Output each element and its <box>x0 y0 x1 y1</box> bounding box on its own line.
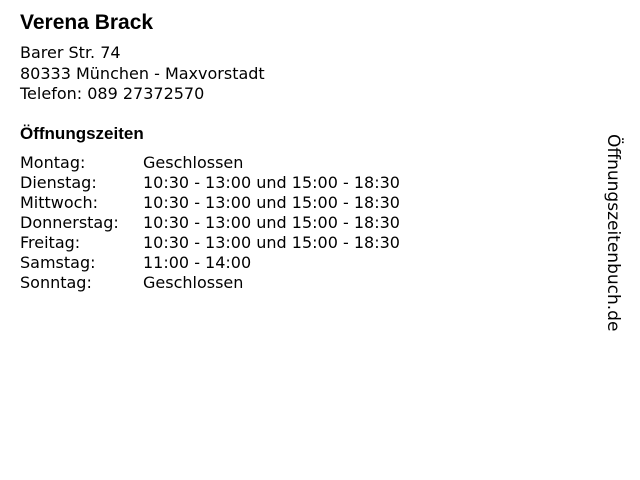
hours-row-friday <box>20 233 400 253</box>
phone-number: Telefon: 089 27372570 <box>20 84 205 103</box>
business-name: Verena Brack <box>20 11 154 34</box>
site-watermark: Öffnungszeitenbuch.de <box>603 134 623 332</box>
day-hours: 10:30 - 13:00 und 15:00 - 18:30 <box>143 213 400 232</box>
day-hours: 10:30 - 13:00 und 15:00 - 18:30 <box>143 233 400 252</box>
day-hours: Geschlossen <box>143 153 244 172</box>
hours-row-tuesday <box>20 173 400 193</box>
day-hours: Geschlossen <box>143 273 244 292</box>
day-hours: 10:30 - 13:00 und 15:00 - 18:30 <box>143 193 400 212</box>
opening-hours-heading: Öffnungszeiten <box>20 124 144 143</box>
business-contact <box>20 43 265 105</box>
hours-row-saturday <box>20 253 400 273</box>
day-label: Montag: <box>20 153 86 172</box>
day-hours: 10:30 - 13:00 und 15:00 - 18:30 <box>143 173 400 192</box>
hours-row-sunday <box>20 273 400 293</box>
city-district: 80333 München - Maxvorstadt <box>20 63 265 83</box>
day-label: Freitag: <box>20 233 81 252</box>
day-label: Sonntag: <box>20 273 92 292</box>
day-label: Samstag: <box>20 253 96 272</box>
opening-hours-table <box>20 153 400 293</box>
day-hours: 11:00 - 14:00 <box>143 253 252 272</box>
hours-row-wednesday <box>20 193 400 213</box>
day-label: Mittwoch: <box>20 193 98 212</box>
hours-row-thursday <box>20 213 400 233</box>
street-address: Barer Str. 74 <box>20 43 121 62</box>
day-label: Donnerstag: <box>20 213 119 232</box>
hours-row-monday <box>20 153 400 173</box>
day-label: Dienstag: <box>20 173 97 192</box>
